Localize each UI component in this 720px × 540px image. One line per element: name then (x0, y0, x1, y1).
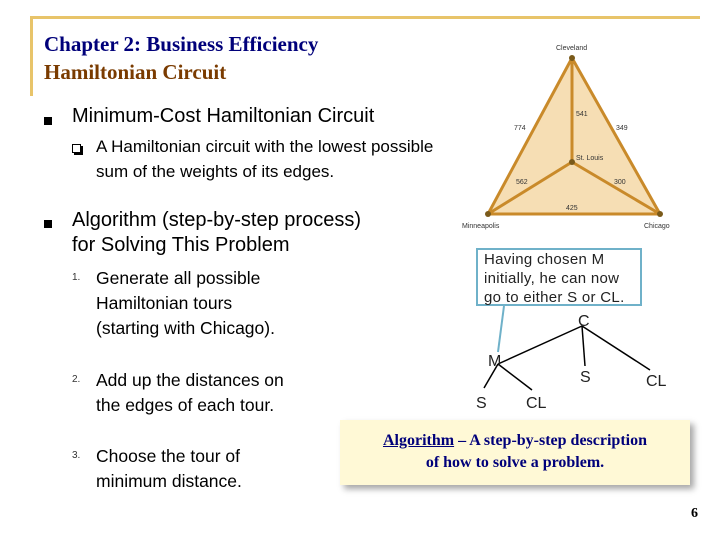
step-number-2: 2. (72, 374, 81, 385)
callout-line-2: initially, he can now (484, 270, 620, 287)
tree-node-s-bottom: S (476, 395, 487, 412)
bullet-2-heading (72, 208, 361, 258)
title-frame-top (30, 16, 700, 19)
triangle-outline (488, 58, 660, 214)
callout-pointer (498, 306, 504, 352)
step-number-1: 1. (72, 272, 81, 283)
step-3-text: Choose the tour of minimum distance. (96, 446, 242, 491)
callout-line-3: go to either S or CL. (484, 289, 625, 306)
algorithm-definition-line-2: of how to solve a problem. (425, 454, 605, 471)
title-line-1: Chapter 2: Business Efficiency (44, 32, 319, 56)
edge-weight-right-center: 300 (614, 179, 626, 186)
decision-tree (470, 300, 690, 415)
bullet-square-1 (44, 117, 52, 125)
bullet-square-2 (44, 220, 52, 228)
vertex-top (569, 55, 575, 61)
edge-weight-left-center: 562 (516, 179, 528, 186)
vertex-left (485, 211, 491, 217)
vertex-right (657, 211, 663, 217)
vertex-label-right: Chicago (644, 223, 670, 230)
tree-node-cl-mid: CL (646, 373, 667, 390)
edge-weight-left-right: 425 (566, 205, 578, 212)
tree-edge-m-c (498, 326, 582, 364)
bullet-2-heading-line-1: Algorithm (step-by-step process) (72, 209, 361, 231)
bullet-1-heading: Minimum-Cost Hamiltonian Circuit (72, 105, 375, 127)
tree-node-s-mid: S (580, 369, 591, 386)
tree-node-cl-bottom: CL (526, 395, 547, 412)
algorithm-definition-box (340, 420, 690, 485)
slide-title (44, 30, 318, 86)
step-number-3: 3. (72, 450, 81, 461)
sub-bullet-icon (72, 144, 81, 153)
tree-edge-c-s (582, 326, 585, 366)
callout-line-1: Having chosen M (484, 251, 605, 268)
triangle-graph (460, 38, 690, 238)
title-line-2: Hamiltonian Circuit (44, 60, 227, 84)
tree-edge-m-cl (498, 364, 532, 390)
edge-weight-top-right: 349 (616, 125, 628, 132)
algorithm-definition-line-1 (340, 430, 690, 452)
algorithm-term: Algorithm (382, 432, 455, 449)
algorithm-definition-rest: – A step-by-step description (454, 432, 647, 449)
tree-node-c: C (578, 313, 590, 330)
edge-weight-top-center: 541 (576, 111, 588, 118)
title-frame-left (30, 16, 33, 96)
bullet-2-heading-line-2: for Solving This Problem (72, 234, 290, 256)
edge-weight-top-left: 774 (514, 125, 526, 132)
step-1-text: Generate all possible Hamiltonian tours (starting with Chicago). (96, 268, 275, 338)
vertex-label-center: St. Louis (576, 155, 604, 162)
page-number: 6 (691, 506, 698, 521)
vertex-label-left: Minneapolis (462, 223, 500, 230)
step-2-text: Add up the distances on the edges of each tour. (96, 370, 284, 415)
vertex-center (569, 159, 575, 165)
callout-box (476, 248, 642, 306)
tree-edge-c-cl (582, 326, 650, 370)
tree-node-m: M (488, 353, 502, 370)
bullet-1-subtext: A Hamiltonian circuit with the lowest possible sum of the weights of its edges. (96, 137, 434, 181)
vertex-label-top: Cleveland (556, 45, 588, 52)
